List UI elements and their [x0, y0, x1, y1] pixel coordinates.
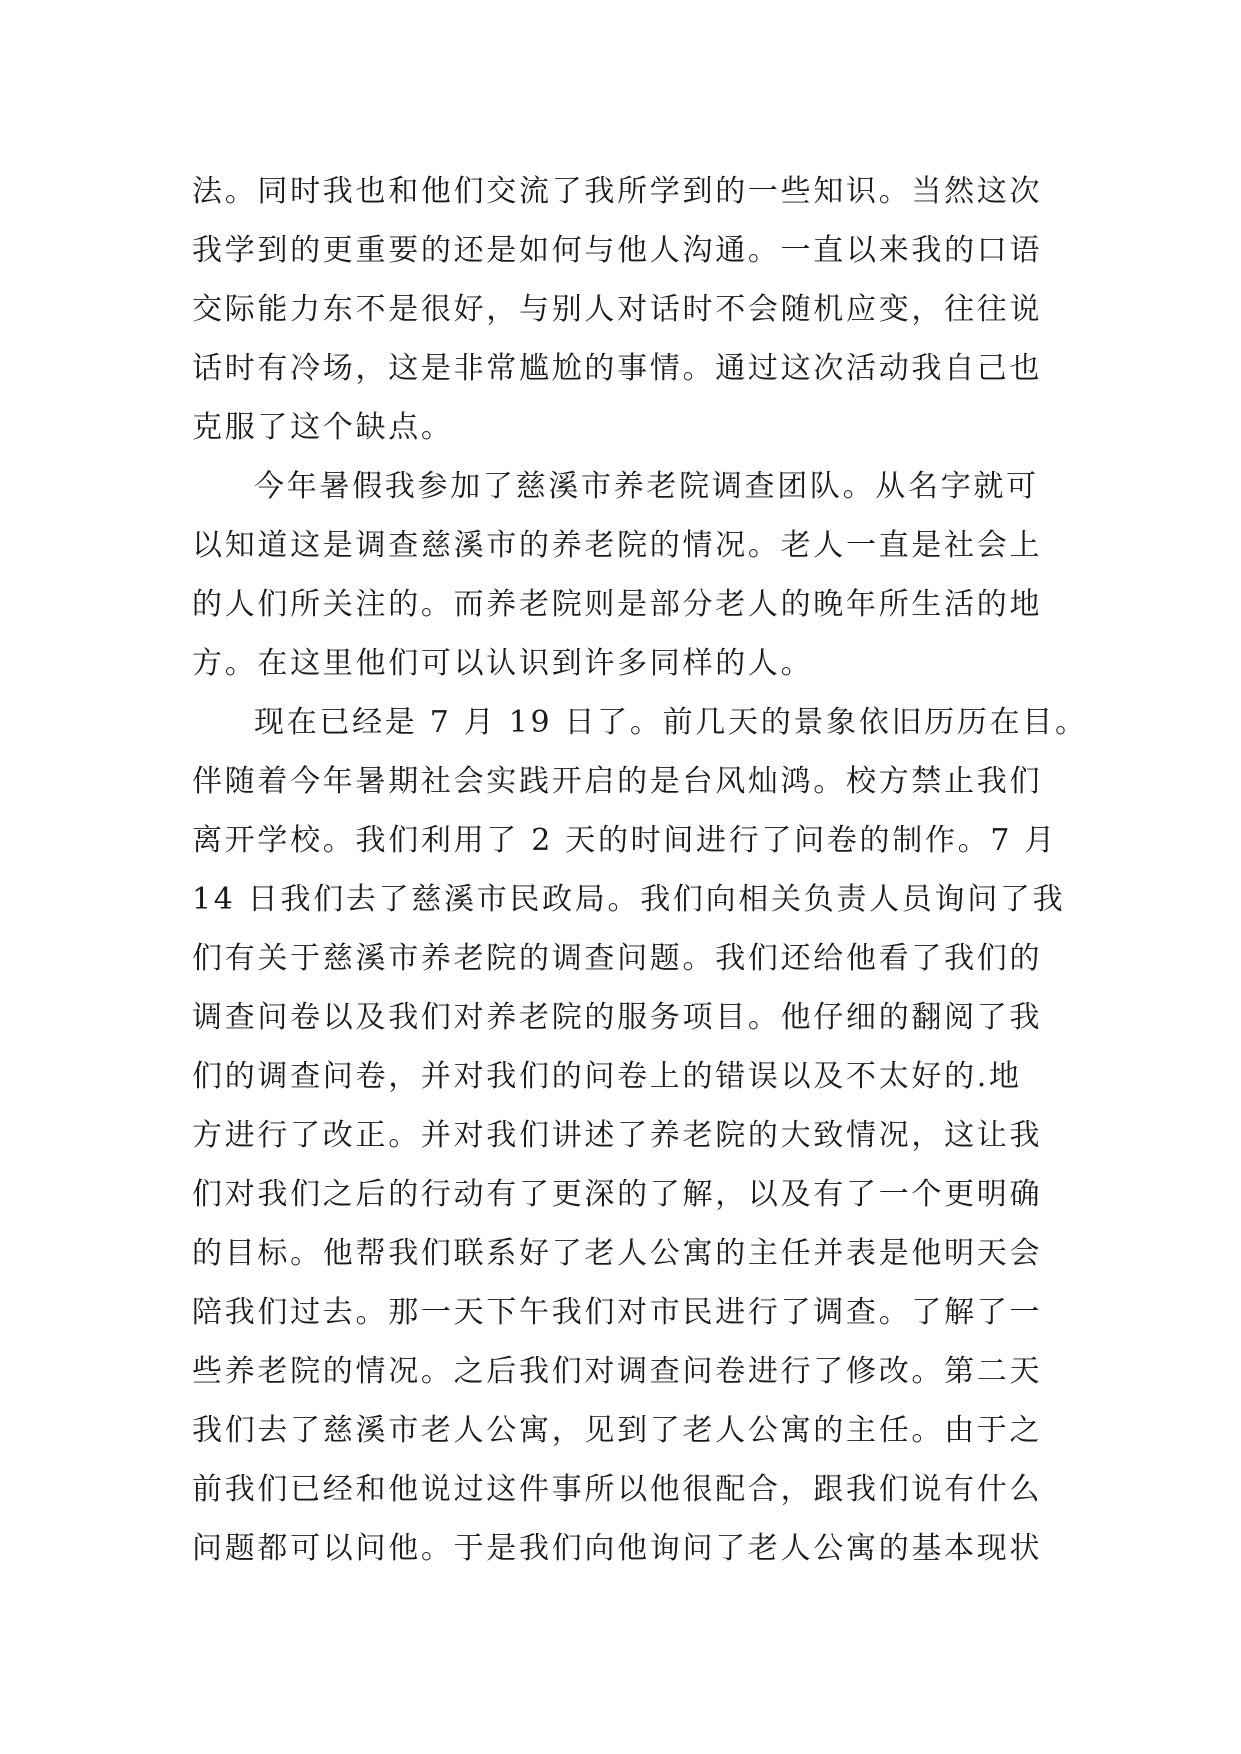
text-line: 调查问卷以及我们对养老院的服务项目。他仔细的翻阅了我 [192, 1000, 1043, 1035]
text-line: 14 日我们去了慈溪市民政局。我们向相关负责人员询问了我 [192, 882, 1066, 917]
text-line: 方进行了改正。并对我们讲述了养老院的大致情况，这让我 [192, 1118, 1043, 1153]
text-line: 些养老院的情况。之后我们对调查问卷进行了修改。第二天 [192, 1354, 1043, 1389]
text-line: 以知道这是调查慈溪市的养老院的情况。老人一直是社会上 [192, 528, 1043, 563]
text-line: 法。同时我也和他们交流了我所学到的一些知识。当然这次 [192, 174, 1043, 209]
text-line: 前我们已经和他说过这件事所以他很配合，跟我们说有什么 [192, 1472, 1043, 1507]
text-line: 的人们所关注的。而养老院则是部分老人的晚年所生活的地 [192, 587, 1043, 622]
text-line: 交际能力东不是很好，与别人对话时不会随机应变，往往说 [192, 292, 1043, 327]
text-line: 的目标。他帮我们联系好了老人公寓的主任并表是他明天会 [192, 1236, 1043, 1271]
text-line: 们有关于慈溪市养老院的调查问题。我们还给他看了我们的 [192, 941, 1043, 976]
text-line: 伴随着今年暑期社会实践开启的是台风灿鸿。校方禁止我们 [192, 764, 1043, 799]
text-line: 问题都可以问他。于是我们向他询问了老人公寓的基本现状 [192, 1531, 1043, 1566]
text-line: 我们去了慈溪市老人公寓，见到了老人公寓的主任。由于之 [192, 1413, 1043, 1448]
text-line: 方。在这里他们可以认识到许多同样的人。 [192, 646, 814, 681]
paragraph-start-line: 现在已经是 7 月 19 日了。前几天的景象依旧历历在目。 [254, 705, 1088, 740]
body-text [192, 162, 1088, 1578]
text-line: 们对我们之后的行动有了更深的了解，以及有了一个更明确 [192, 1177, 1043, 1212]
text-line: 话时有冷场，这是非常尴尬的事情。通过这次活动我自己也 [192, 351, 1043, 386]
text-line: 离开学校。我们利用了 2 天的时间进行了问卷的制作。7 月 [192, 823, 1058, 858]
text-line: 克服了这个缺点。 [192, 410, 454, 445]
text-line: 们的调查问卷，并对我们的问卷上的错误以及不太好的.地 [192, 1059, 1022, 1094]
text-line: 陪我们过去。那一天下午我们对市民进行了调查。了解了一 [192, 1295, 1043, 1330]
text-line: 我学到的更重要的还是如何与他人沟通。一直以来我的口语 [192, 233, 1043, 268]
paragraph-start-line: 今年暑假我参加了慈溪市养老院调查团队。从名字就可 [254, 469, 1039, 504]
